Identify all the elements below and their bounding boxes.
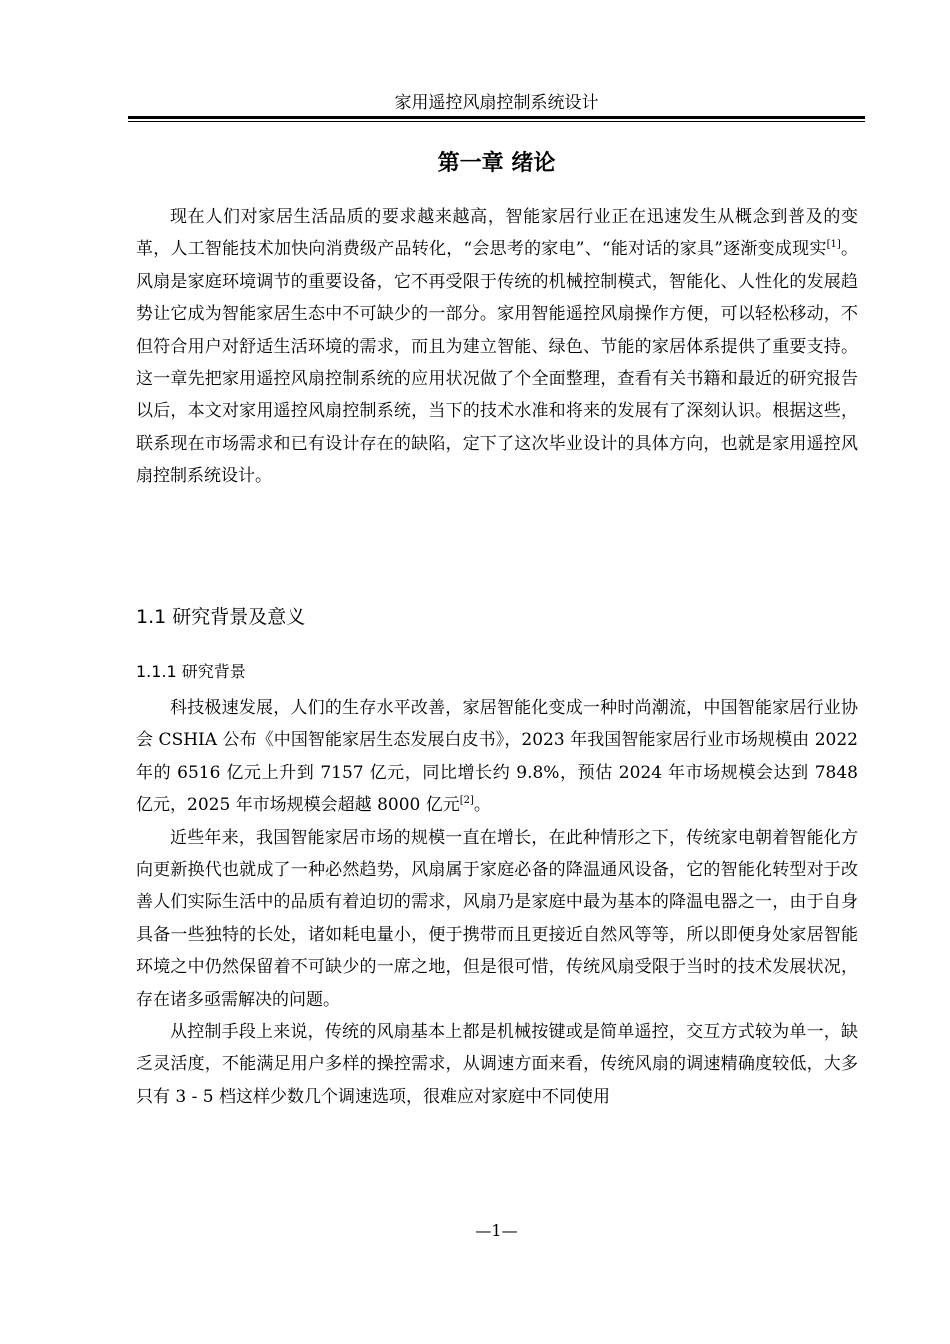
intro-text-2: 。风扇是家庭环境调节的重要设备，它不再受限于传统的机械控制模式，智能化、人性化的发展趋势让它成为智能家居生态中不可缺少的一部分。家用智能遥控风扇操作方便，可以轻松移动，不但符合用户对舒适生活环境的需求，而且为建立智能、绿色、节能的家居体系提供了重要支持。这一章先把家用遥控风扇控制系统的应用状况做了个全面整理，查看有关书籍和最近的研究报告以后，本文对家用遥控风扇控制系统，当下的技术水准和将来的发展有了深刻认识。根据这些，联系现在市场需求和已有设计存在的缺陷，定下了这次毕业设计的具体方向，也就是家用遥控风扇控制系统设计。 xyxy=(136,239,858,487)
chapter-title: 第一章 绪论 xyxy=(437,151,556,176)
background-paragraph-2: 近些年来，我国智能家居市场的规模一直在增长，在此种情形之下，传统家电朝着智能化方向更新换代也就成了一种必然趋势，风扇属于家庭必备的降温通风设备，它的智能化转型对于改善人们实际生活中的品质有着迫切的需求，风扇乃是家庭中最为基本的降温电器之一，由于自身具备一些独特的长处，诸如耗电量小，便于携带而且更接近自然风等等，所以即便身处家居智能环境之中仍然保留着不可缺少的一席之地，但是很可惜，传统风扇受限于当时的技术发展状况，存在诸多亟需解决的问题。 xyxy=(136,827,858,1010)
subsection-body xyxy=(136,692,858,1113)
background-text-1: 科技极速发展，人们的生存水平改善，家居智能化变成一种时尚潮流，中国智能家居行业协会 CSHIA 公布《中国智能家居生态发展白皮书》，2023 年我国智能家居行业市场规模由 2022 年的 6516 亿元上升到 7157 亿元，同比增长约 9.8%，预估 2024 年市场规模会达到 7848 亿元，2025 年市场规模会超越 8000 亿元 xyxy=(136,698,858,816)
subsection-heading: 1.1.1 研究背景 xyxy=(136,662,246,681)
header-rule-thin xyxy=(128,121,865,122)
citation-ref: [2] xyxy=(459,795,474,807)
intro-text-1: 现在人们对家居生活品质的要求越来越高，智能家居行业正在迅速发生从概念到普及的变革，人工智能技术加快向消费级产品转化，“会思考的家电”、“能对话的家具”逐渐变成现实 xyxy=(136,207,858,260)
background-text-1-end: 。 xyxy=(473,795,491,816)
intro-paragraph xyxy=(136,201,858,493)
page-number: —1— xyxy=(475,1221,518,1240)
chapter-intro xyxy=(136,201,858,493)
section-heading: 1.1 研究背景及意义 xyxy=(136,606,306,628)
running-header: 家用遥控风扇控制系统设计 xyxy=(394,93,599,113)
background-paragraph-1 xyxy=(136,692,858,822)
header-rule-thick xyxy=(128,116,865,119)
background-paragraph-3: 从控制手段上来说，传统的风扇基本上都是机械按键或是简单遥控，交互方式较为单一，缺乏灵活度，不能满足用户多样的操控需求，从调速方面来看，传统风扇的调速精确度较低，大多只有 3 - 5 档这样少数几个调速选项，很难应对家庭中不同使用 xyxy=(136,1022,858,1107)
citation-ref: [1] xyxy=(826,239,841,251)
